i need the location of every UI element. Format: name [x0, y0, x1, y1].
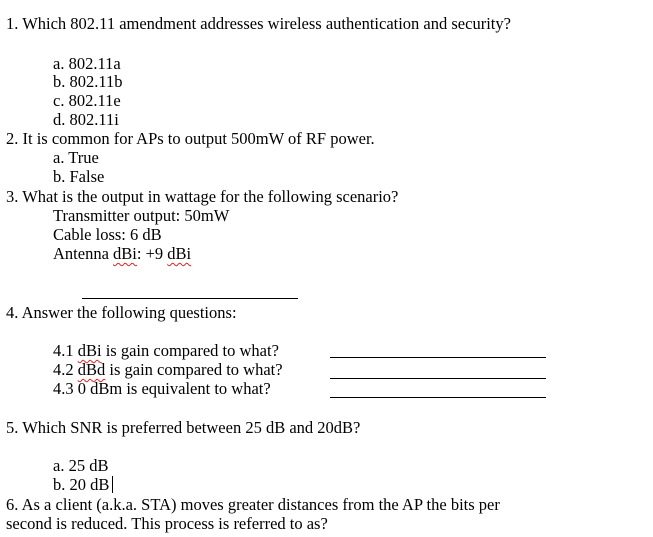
q4-2-answer-line[interactable] [330, 378, 546, 379]
sub-number: 4.2 [53, 360, 78, 379]
q4-sub-3: 4.3 0 dBm is equivalent to what? [53, 379, 271, 398]
sub-text: is gain compared to what? [101, 341, 279, 360]
q3-transmitter: Transmitter output: 50mW [53, 206, 230, 225]
spelling-flag: dBd [77, 360, 106, 379]
q3-cable-loss: Cable loss: 6 dB [53, 225, 162, 244]
q3-answer-line[interactable] [82, 298, 298, 299]
q2-option-b: b. False [53, 167, 105, 186]
q5-option-b [53, 476, 113, 494]
spelling-flag: dBi [77, 341, 102, 360]
q4-3-answer-line[interactable] [330, 397, 546, 398]
spelling-flag: dBi [113, 244, 137, 263]
question-5: 5. Which SNR is preferred between 25 dB and 20dB? [6, 418, 361, 437]
question-4: 4. Answer the following questions: [6, 303, 237, 322]
q1-option-b: b. 802.11b [53, 72, 123, 91]
sub-number: 4.1 [53, 341, 78, 360]
q3-antenna [53, 245, 191, 263]
q1-option-a: a. 802.11a [53, 54, 121, 73]
q4-sub-1 [53, 342, 279, 360]
option-text: b. 20 dB [53, 475, 110, 494]
question-2: 2. It is common for APs to output 500mW of RF power. [6, 129, 375, 148]
text-cursor [112, 476, 113, 493]
q4-sub-2 [53, 361, 283, 379]
question-6-line-1: 6. As a client (a.k.a. STA) moves greater distances from the AP the bits per [6, 495, 500, 514]
q5-option-a: a. 25 dB [53, 456, 109, 475]
q2-option-a: a. True [53, 148, 99, 167]
question-1: 1. Which 802.11 amendment addresses wireless authentication and security? [6, 14, 511, 33]
q4-1-answer-line[interactable] [330, 357, 546, 358]
antenna-label: Antenna [53, 244, 114, 263]
antenna-value: : +9 [136, 244, 168, 263]
sub-text: is gain compared to what? [105, 360, 283, 379]
question-6-line-2: second is reduced. This process is referred to as? [6, 514, 328, 533]
q1-option-c: c. 802.11e [53, 91, 121, 110]
question-3: 3. What is the output in wattage for the following scenario? [6, 187, 399, 206]
q1-option-d: d. 802.11i [53, 110, 119, 129]
spelling-flag: dBi [167, 244, 192, 263]
